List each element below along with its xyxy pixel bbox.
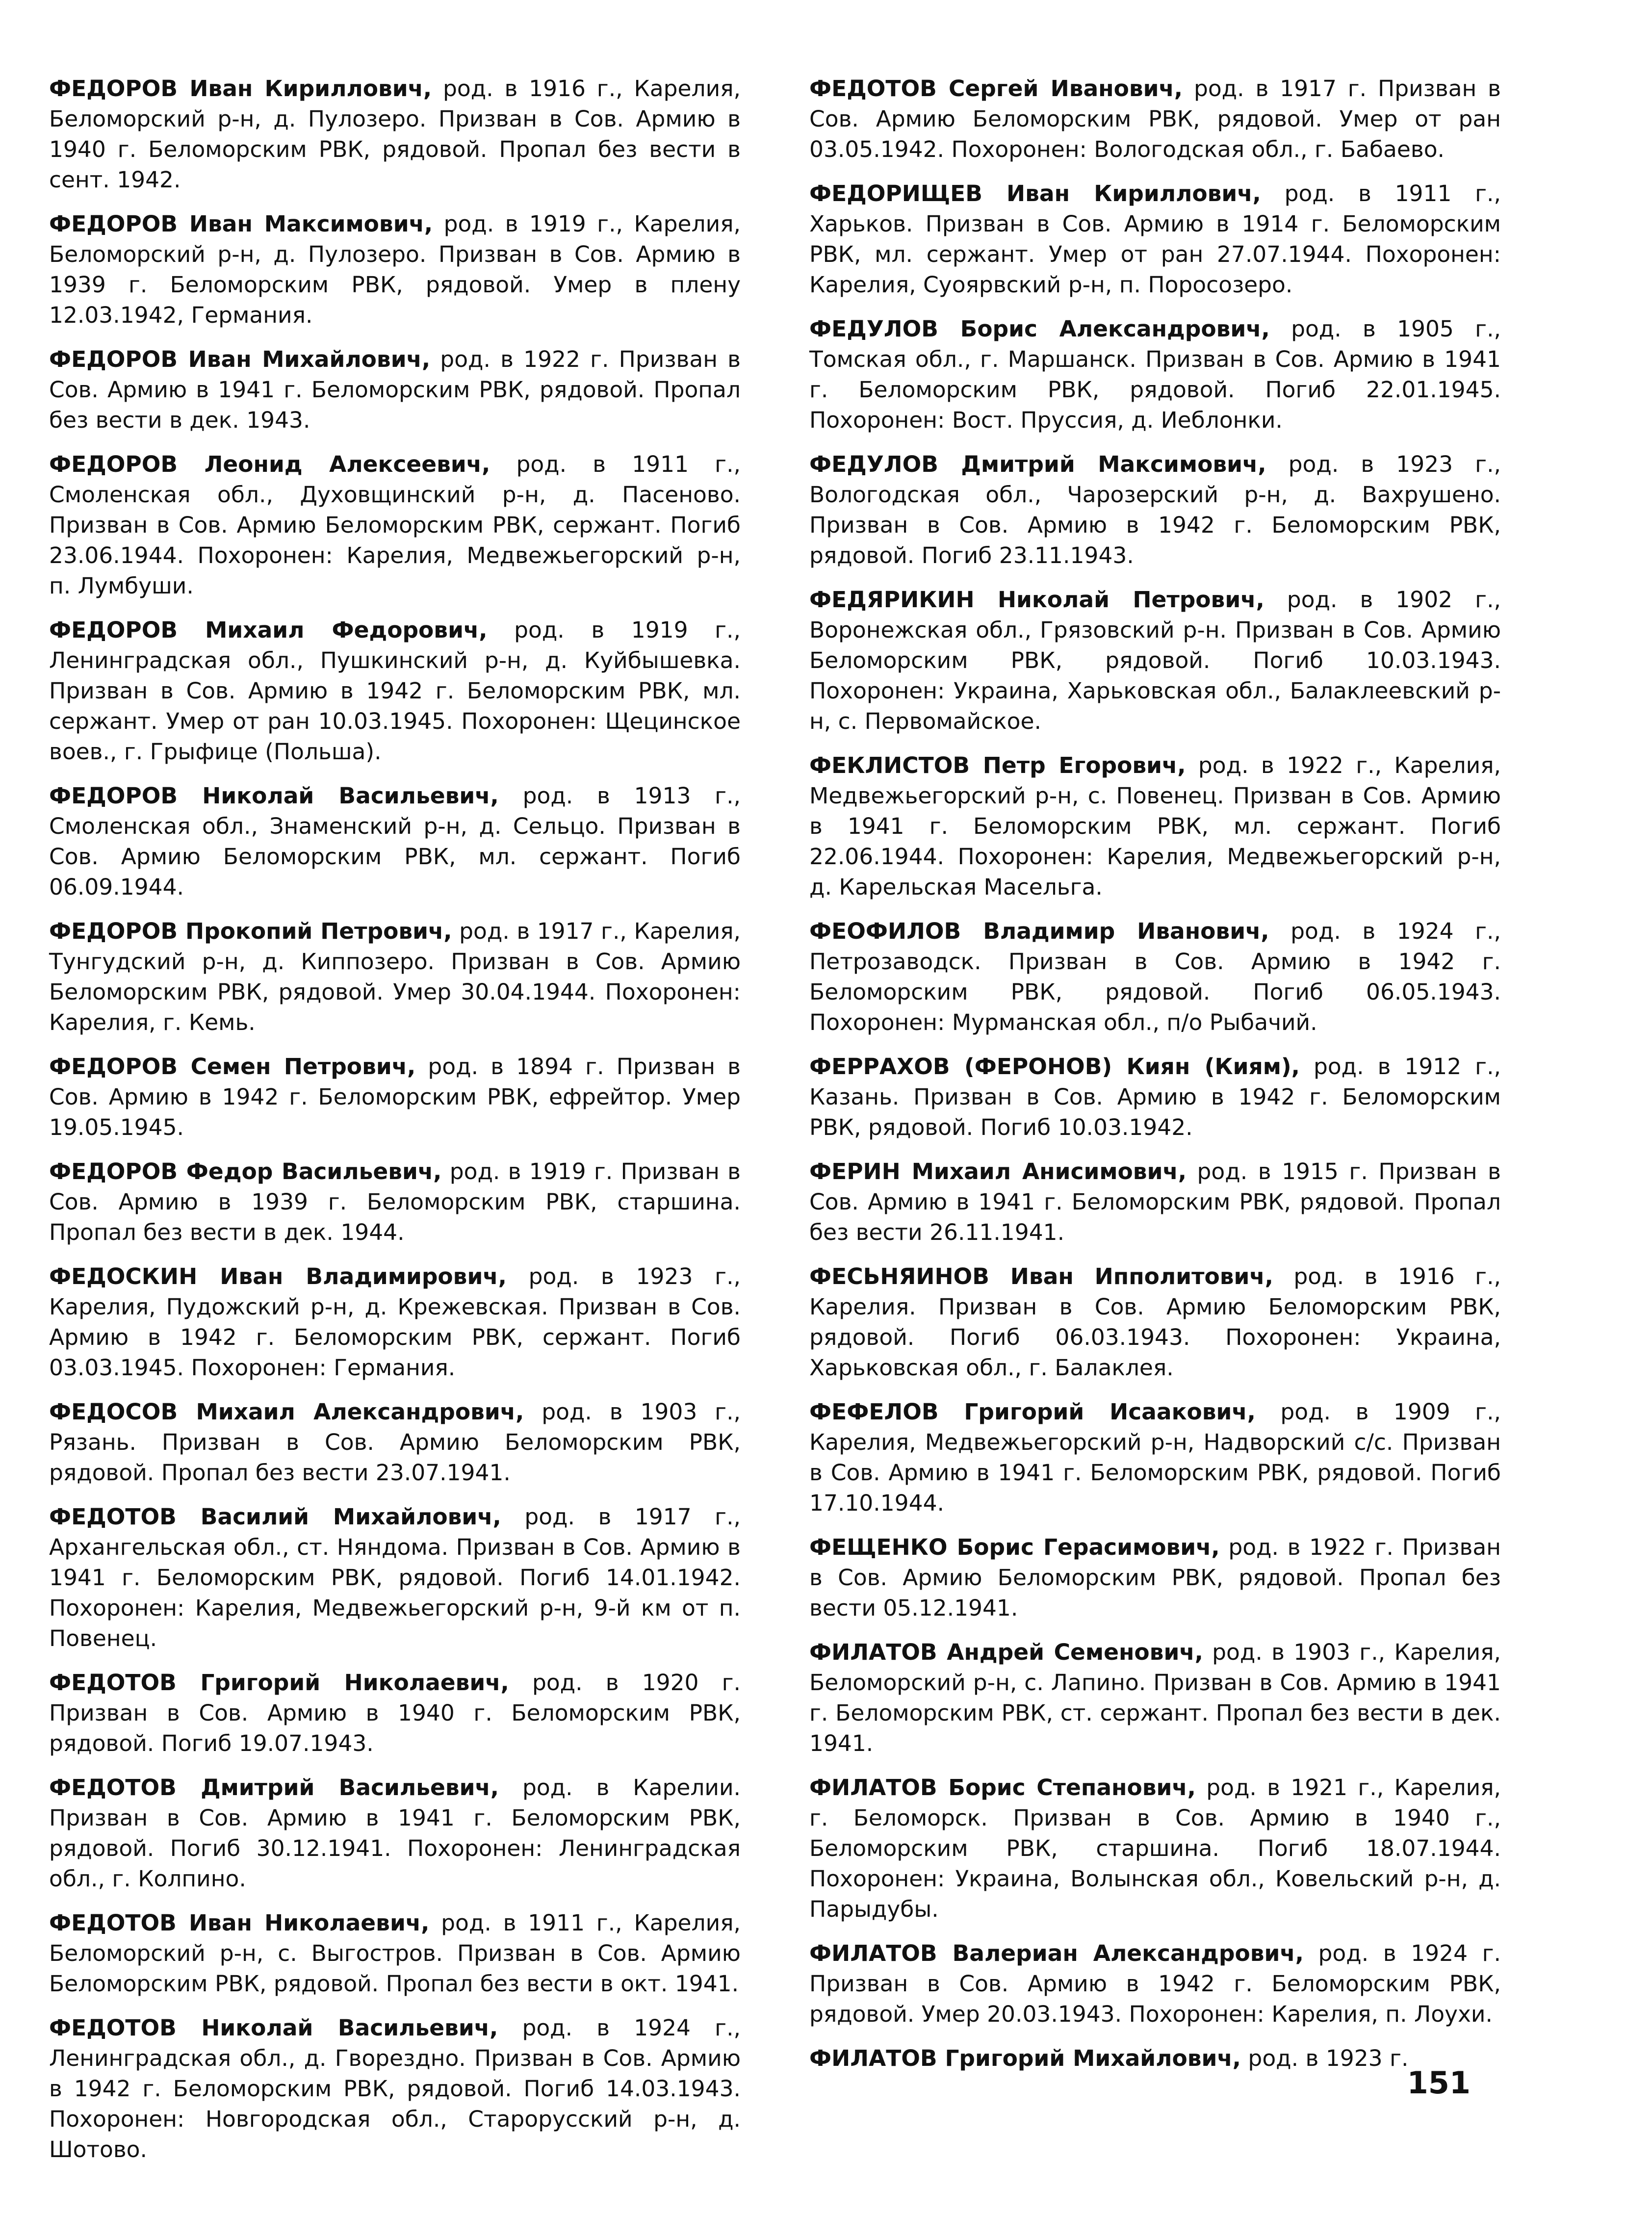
- entry-text: род. в 1922 г., Карелия, Медвежьегорский р-н, с. Повенец. Призван в Сов. Армию в 1941 г. Беломорским РВК, мл. сержант. Погиб 22.06.1944. Похоронен: Карелия, Медвежьегорский р-н, д. Карельская Масельга.: [809, 752, 1501, 900]
- entry-text: род. в 1913 г., Смоленская обл., Знаменский р-н, д. Сельцо. Призван в Сов. Армию Беломорским РВК, мл. сержант. Погиб 06.09.1944.: [49, 783, 741, 900]
- entry-name: ФЕДОТОВ Григорий Николаевич,: [49, 1670, 509, 1696]
- entry-text: род. в 1919 г., Ленинградская обл., Пушкинский р-н, д. Куйбышевка. Призван в Сов. Армию в 1942 г. Беломорским РВК, мл. сержант. Умер от ран 10.03.1945. Похоронен: Щецинское воев., г. Грыфице (Польша).: [49, 617, 741, 765]
- entry-name: ФИЛАТОВ Валериан Александрович,: [809, 1940, 1304, 1966]
- entry-text: род. в 1909 г., Карелия, Медвежьегорский р-н, Надворский с/с. Призван в Сов. Армию в 1941 г. Беломорским РВК, рядовой. Погиб 17.10.1944.: [809, 1399, 1501, 1516]
- entry: [49, 209, 741, 331]
- entry-text: род. в 1911 г., Смоленская обл., Духовщинский р-н, д. Пасеново. Призван в Сов. Армию Беломорским РВК, сержант. Погиб 23.06.1944. Похоронен: Карелия, Медвежьегорский р-н, п. Лумбуши.: [49, 451, 741, 599]
- entry-text: род. в 1902 г., Воронежская обл., Грязовский р-н. Призван в Сов. Армию Беломорским РВК, рядовой. Погиб 10.03.1943. Похоронен: Украина, Харьковская обл., Балаклеевский р-н, с. Первомайское.: [809, 587, 1501, 734]
- entry: [49, 1052, 741, 1143]
- entry-name: ФЕДОРОВ Михаил Федорович,: [49, 617, 488, 643]
- entry-name: ФИЛАТОВ Григорий Михайлович,: [809, 2045, 1241, 2071]
- entry-name: ФЕДОРОВ Семен Петрович,: [49, 1054, 416, 1080]
- entry-name: ФЕДОТОВ Дмитрий Васильевич,: [49, 1775, 499, 1801]
- entry-text: род. в 1923 г., Карелия, Пудожский р-н, д. Крежевская. Призван в Сов. Армию в 1942 г. Беломорским РВК, сержант. Погиб 03.03.1945. Похоронен: Германия.: [49, 1263, 741, 1381]
- entry-text: род. в 1911 г., Харьков. Призван в Сов. Армию в 1914 г. Беломорским РВК, мл. сержант. Умер от ран 27.07.1944. Похоронен: Карелия, Суоярвский р-н, п. Поросозеро.: [809, 180, 1501, 298]
- entry-name: ФЕДОСКИН Иван Владимирович,: [49, 1263, 507, 1289]
- entry-name: ФЕДОРОВ Прокопий Петрович,: [49, 918, 452, 944]
- entry-name: ФЕРРАХОВ (ФЕРОНОВ) Киян (Киям),: [809, 1054, 1300, 1080]
- entry-text: род. в 1915 г. Призван в Сов. Армию в 1941 г. Беломорским РВК, рядовой. Пропал без вести 26.11.1941.: [809, 1158, 1501, 1245]
- entry-text: род. в 1905 г., Томская обл., г. Маршанск. Призван в Сов. Армию в 1941 г. Беломорским РВК, рядовой. Погиб 22.01.1945. Похоронен: Вост. Пруссия, д. Иеблонки.: [809, 316, 1501, 433]
- entry-text: род. в 1922 г. Призван в Сов. Армию в 1941 г. Беломорским РВК, рядовой. Пропал без вести в дек. 1943.: [49, 346, 741, 433]
- entry: [809, 1938, 1501, 2030]
- entry-name: ФИЛАТОВ Андрей Семенович,: [809, 1639, 1203, 1665]
- entry: [809, 314, 1501, 436]
- entry-name: ФЕДУЛОВ Дмитрий Максимович,: [809, 451, 1266, 477]
- entry-name: ФЕДОРОВ Иван Михайлович,: [49, 346, 431, 372]
- entry-name: ФЕДЯРИКИН Николай Петрович,: [809, 587, 1265, 613]
- entry-name: ФЕДОТОВ Николай Васильевич,: [49, 2015, 498, 2041]
- entry-text: род. в 1919 г. Призван в Сов. Армию в 1939 г. Беломорским РВК, старшина. Пропал без вести в дек. 1944.: [49, 1158, 741, 1245]
- entry-name: ФИЛАТОВ Борис Степанович,: [809, 1775, 1196, 1801]
- entry: [49, 74, 741, 195]
- entry-text: род. в 1924 г. Призван в Сов. Армию в 1942 г. Беломорским РВК, рядовой. Умер 20.03.1943. Похоронен: Карелия, п. Лоухи.: [809, 1940, 1501, 2027]
- entry-name: ФЕОФИЛОВ Владимир Иванович,: [809, 918, 1269, 944]
- entry-name: ФЕКЛИСТОВ Петр Егорович,: [809, 752, 1186, 778]
- entry: [49, 344, 741, 436]
- entry: [809, 1637, 1501, 1759]
- entry-text: род. в 1916 г., Карелия. Призван в Сов. Армию Беломорским РВК, рядовой. Погиб 06.03.1943. Похоронен: Украина, Харьковская обл., г. Балаклея.: [809, 1263, 1501, 1381]
- entry: [49, 615, 741, 767]
- entry-name: ФЕДОРОВ Иван Максимович,: [49, 211, 433, 237]
- entry-name: ФЕДОТОВ Василий Михайлович,: [49, 1504, 501, 1530]
- entry-name: ФЕДОТОВ Иван Николаевич,: [49, 1910, 430, 1936]
- entry-text: род. в 1917 г., Архангельская обл., ст. Няндома. Призван в Сов. Армию в 1941 г. Беломорским РВК, рядовой. Погиб 14.01.1942. Похоронен: Карелия, Медвежьегорский р-н, 9-й км от п. Повенец.: [49, 1504, 741, 1651]
- entry: [809, 585, 1501, 737]
- entry-name: ФЕЩЕНКО Борис Герасимович,: [809, 1534, 1220, 1560]
- entry-text: род. в 1924 г., Петрозаводск. Призван в Сов. Армию в 1942 г. Беломорским РВК, рядовой. Погиб 06.05.1943. Похоронен: Мурманская обл., п/о Рыбачий.: [809, 918, 1501, 1035]
- entry-name: ФЕДОРОВ Леонид Алексеевич,: [49, 451, 490, 477]
- entry: [49, 916, 741, 1038]
- entry: [809, 449, 1501, 571]
- entry-text: род. в 1923 г., Вологодская обл., Чарозерский р-н, д. Вахрушено. Призван в Сов. Армию в 1942 г. Беломорским РВК, рядовой. Погиб 23.11.1943.: [809, 451, 1501, 568]
- entry-name: ФЕДОРИЩЕВ Иван Кириллович,: [809, 180, 1261, 206]
- entry-name: ФЕФЕЛОВ Григорий Исаакович,: [809, 1399, 1256, 1425]
- entry-text: род. в Карелии. Призван в Сов. Армию в 1941 г. Беломорским РВК, рядовой. Погиб 30.12.1941. Похоронен: Ленинградская обл., г. Колпино.: [49, 1775, 741, 1892]
- entry: [49, 1261, 741, 1383]
- entry: [809, 1261, 1501, 1383]
- left-column: [49, 74, 741, 2179]
- entry: [809, 916, 1501, 1038]
- entry-text: род. в 1912 г., Казань. Призван в Сов. Армию в 1942 г. Беломорским РВК, рядовой. Погиб 10.03.1942.: [809, 1054, 1501, 1140]
- entry: [49, 1397, 741, 1488]
- entry-name: ФЕДОСОВ Михаил Александрович,: [49, 1399, 524, 1425]
- entry: [49, 1668, 741, 1759]
- entry: [809, 1773, 1501, 1925]
- entry-text: род. в 1923 г.: [1240, 2045, 1409, 2071]
- entry-text: род. в 1903 г., Рязань. Призван в Сов. Армию Беломорским РВК, рядовой. Пропал без вести 23.07.1941.: [49, 1399, 741, 1486]
- entry-text: род. в 1921 г., Карелия, г. Беломорск. Призван в Сов. Армию в 1940 г., Беломорским РВК, старшина. Погиб 18.07.1944. Похоронен: Украина, Волынская обл., Ковельский р-н, д. Парыдубы.: [809, 1775, 1501, 1922]
- entry-text: род. в 1924 г., Ленинградская обл., д. Гворездно. Призван в Сов. Армию в 1942 г. Беломорским РВК, рядовой. Погиб 14.03.1943. Похоронен: Новгородская обл., Старорусский р-н, д. Шотово.: [49, 2015, 741, 2162]
- entry-text: род. в 1922 г. Призван в Сов. Армию Беломорским РВК, рядовой. Пропал без вести 05.12.1941.: [809, 1534, 1501, 1621]
- entry-text: род. в 1920 г. Призван в Сов. Армию в 1940 г. Беломорским РВК, рядовой. Погиб 19.07.1943.: [49, 1670, 741, 1756]
- right-column: [809, 74, 1501, 2087]
- entry-name: ФЕДУЛОВ Борис Александрович,: [809, 316, 1270, 342]
- entry: [809, 750, 1501, 902]
- entry: [49, 2013, 741, 2165]
- entry-name: ФЕДОРОВ Николай Васильевич,: [49, 783, 499, 809]
- entry: [809, 1532, 1501, 1623]
- entry: [49, 1908, 741, 1999]
- entry: [49, 449, 741, 601]
- entry: [49, 781, 741, 902]
- entry-text: род. в 1919 г., Карелия, Беломорский р-н, д. Пулозеро. Призван в Сов. Армию в 1939 г. Беломорским РВК, рядовой. Умер в плену 12.03.1942, Германия.: [49, 211, 741, 328]
- entry: [809, 1397, 1501, 1518]
- entry: [809, 1157, 1501, 1248]
- entry-text: род. в 1903 г., Карелия, Беломорский р-н, с. Лапино. Призван в Сов. Армию в 1941 г. Беломорским РВК, ст. сержант. Пропал без вести в дек. 1941.: [809, 1639, 1501, 1756]
- entry-name: ФЕДОРОВ Иван Кириллович,: [49, 76, 432, 102]
- entry: [809, 74, 1501, 165]
- entry: [49, 1773, 741, 1894]
- entry-name: ФЕДОТОВ Сергей Иванович,: [809, 76, 1183, 102]
- entry-text: род. в 1917 г. Призван в Сов. Армию Беломорским РВК, рядовой. Умер от ран 03.05.1942. Похоронен: Вологодская обл., г. Бабаево.: [809, 76, 1501, 162]
- entry-text: род. в 1911 г., Карелия, Беломорский р-н, с. Выгостров. Призван в Сов. Армию Беломорским РВК, рядовой. Пропал без вести в окт. 1941.: [49, 1910, 741, 1997]
- entry-text: род. в 1917 г., Карелия, Тунгудский р-н, д. Киппозеро. Призван в Сов. Армию Беломорским РВК, рядовой. Умер 30.04.1944. Похоронен: Карелия, г. Кемь.: [49, 918, 741, 1035]
- entry-text: род. в 1894 г. Призван в Сов. Армию в 1942 г. Беломорским РВК, ефрейтор. Умер 19.05.1945.: [49, 1054, 741, 1140]
- entry-name: ФЕДОРОВ Федор Васильевич,: [49, 1158, 442, 1184]
- entry: [49, 1502, 741, 1654]
- page-number: 151: [1407, 2065, 1471, 2101]
- entry-name: ФЕРИН Михаил Анисимович,: [809, 1158, 1187, 1184]
- entry: [809, 2043, 1501, 2074]
- entry-text: род. в 1916 г., Карелия, Беломорский р-н, д. Пулозеро. Призван в Сов. Армию в 1940 г. Беломорским РВК, рядовой. Пропал без вести в сент. 1942.: [49, 76, 741, 193]
- entry: [809, 1052, 1501, 1143]
- entry-name: ФЕСЬНЯИНОВ Иван Ипполитович,: [809, 1263, 1273, 1289]
- entry: [809, 179, 1501, 300]
- entry: [49, 1157, 741, 1248]
